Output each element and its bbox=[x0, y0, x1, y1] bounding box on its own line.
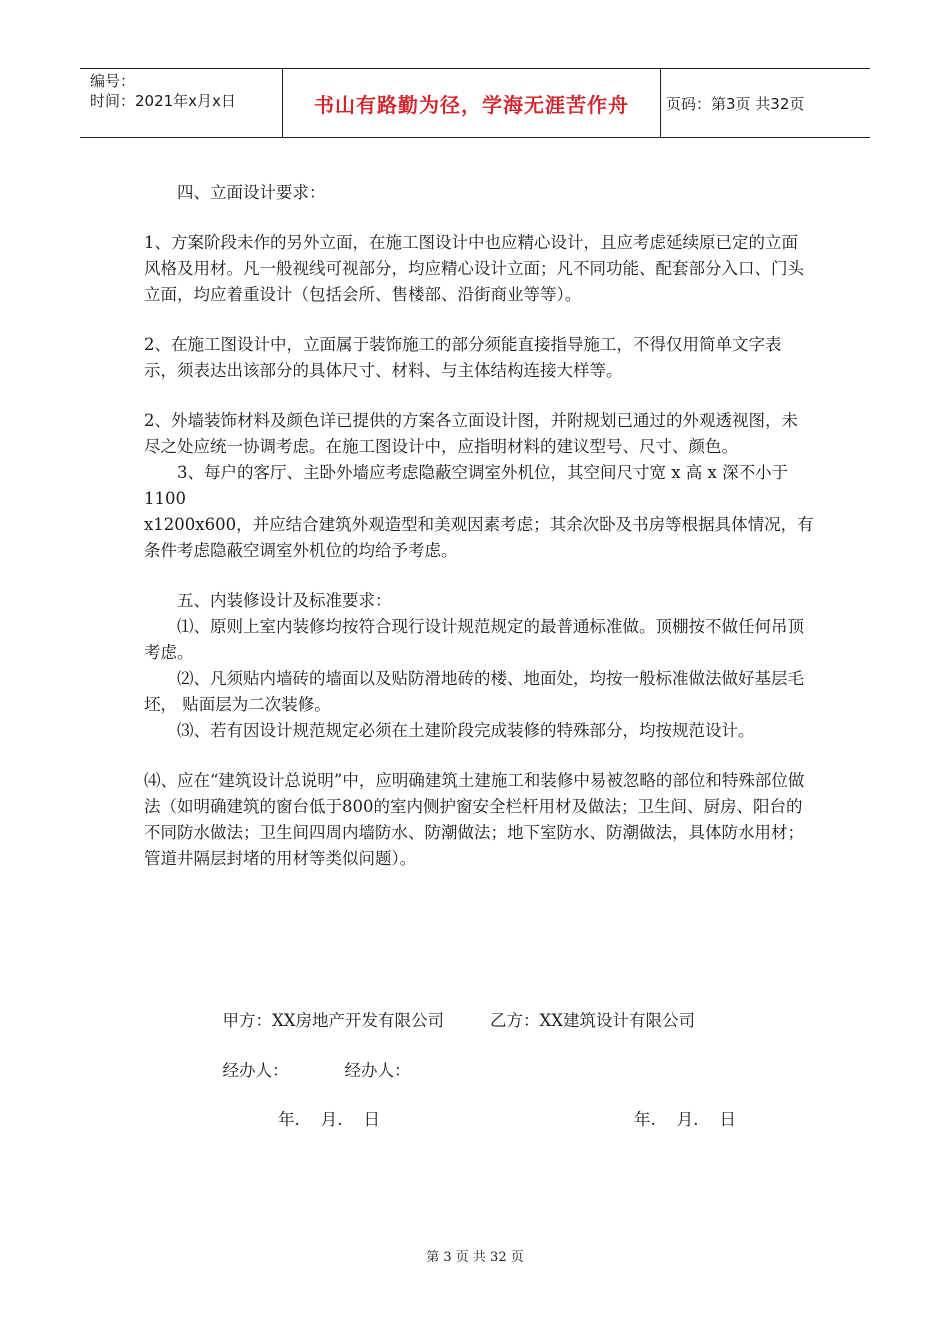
section5-item-2: ⑵、凡须贴内墙砖的墙面以及贴防滑地砖的楼、地面处，均按一般标准做法做好基层毛坯， 贴面层为二次装修。 bbox=[144, 669, 804, 714]
section5-item-3: ⑶、若有因设计规范规定必须在土建阶段完成装修的特殊部分，均按规范设计。 bbox=[177, 721, 755, 740]
date-a: 年. 月. 日 bbox=[278, 1110, 380, 1129]
document-body bbox=[144, 180, 814, 872]
date-b: 年. 月. 日 bbox=[634, 1110, 736, 1129]
header-motto: 书山有路勤为径，学海无涯苦作舟 bbox=[282, 69, 661, 137]
header-page-info: 页码：第3页 共32页 bbox=[666, 94, 805, 113]
section4-paragraph-4a: 3、每户的客厅、主卧外墙应考虑隐蔽空调室外机位，其空间尺寸宽 x 高 x 深不小于1100 bbox=[144, 463, 789, 508]
section5-item-1: ⑴、原则上室内装修均按符合现行设计规范规定的最普通标准做。顶棚按不做任何吊顶考虑。 bbox=[144, 617, 804, 662]
document-number-label: 编号： bbox=[90, 72, 136, 90]
header-meta bbox=[90, 71, 280, 111]
signature-parties bbox=[212, 982, 695, 1034]
agent-b: 经办人： bbox=[344, 1061, 411, 1080]
signature-agents bbox=[212, 1032, 411, 1084]
party-b: 乙方：XX建筑设计有限公司 bbox=[490, 1011, 695, 1030]
page-footer: 第 3 页 共 32 页 bbox=[426, 1250, 524, 1265]
section4-paragraph-2: 2、在施工图设计中，立面属于装饰施工的部分须能直接指导施工，不得仅用简单文字表示，须表达出该部分的具体尺寸、材料、与主体结构连接大样等。 bbox=[144, 335, 782, 380]
page-header bbox=[80, 68, 870, 138]
section4-paragraph-3: 2、外墙装饰材料及颜色详已提供的方案各立面设计图，并附规划已通过的外观透视图，未尽之处应统一协调考虑。在施工图设计中，应指明材料的建议型号、尺寸、颜色。 bbox=[144, 411, 798, 456]
agent-a: 经办人： bbox=[222, 1061, 289, 1080]
section5-heading: 五、内装修设计及标准要求： bbox=[177, 591, 392, 610]
party-a: 甲方：XX房地产开发有限公司 bbox=[222, 1011, 444, 1030]
section4-paragraph-1: 1、方案阶段未作的另外立面，在施工图设计中也应精心设计，且应考虑延续原已定的立面风格及用材。凡一般视线可视部分，均应精心设计立面；凡不同功能、配套部分入口、门头立面，均应着重设计（包括会所、售楼部、沿街商业等等）。 bbox=[144, 233, 804, 304]
document-time-label: 时间：2021年x月x日 bbox=[90, 92, 236, 110]
section4-paragraph-4b: x1200x600，并应结合建筑外观造型和美观因素考虑；其余次卧及书房等根据具体情况，有条件考虑隐蔽空调室外机位的均给予考虑。 bbox=[144, 515, 814, 560]
section5-item-4: ⑷、应在“建筑设计总说明”中，应明确建筑土建施工和装修中易被忽略的部位和特殊部位做法（如明确建筑的窗台低于800的室内侧护窗安全栏杆用材及做法；卫生间、厨房、阳台的不同防水做法；卫生间四周内墙防水、防潮做法；地下室防水、防潮做法，具体防水用材；管道井隔层封堵的用材等类似问题）。 bbox=[144, 771, 805, 868]
section4-heading: 四、立面设计要求： bbox=[177, 183, 326, 202]
